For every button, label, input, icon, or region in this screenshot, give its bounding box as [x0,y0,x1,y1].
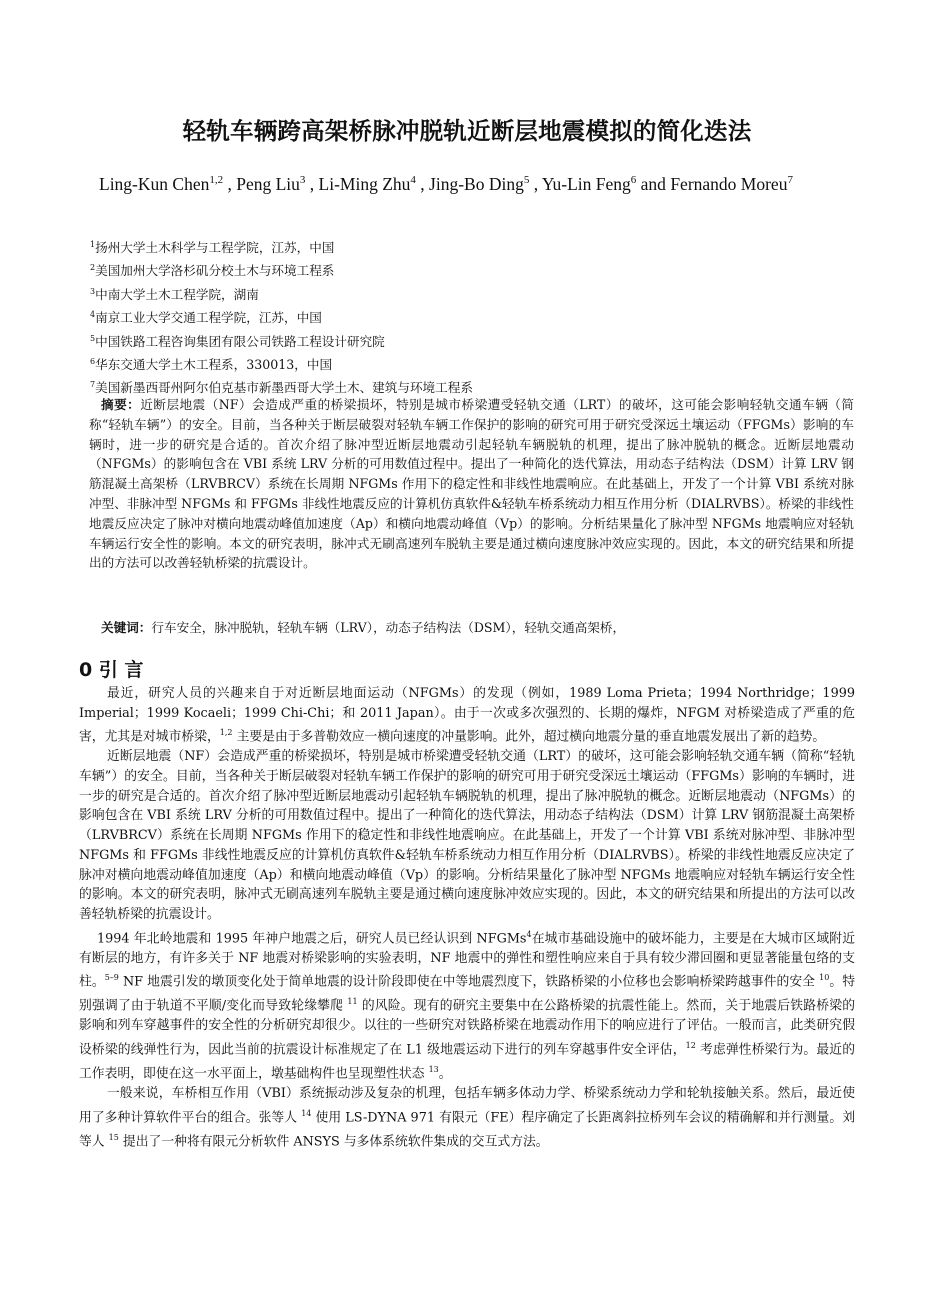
author-separator: , [223,173,237,194]
author-list [79,168,855,196]
abstract-text: 近断层地震（NF）会造成严重的桥梁损坏，特别是城市桥梁遭受轻轨交通（LRT）的破坏，这可能会影响轻轨交通车辆（简称“轻轨车辆”）的安全。目前，当各种关于断层破裂对轻轨车辆工作保护的影响的研究可用于研究受深远土壤运动（FFGMs）影响的车辆时，进一步的研究是合适的。首次介绍了脉冲型近断层地震动引起轻轨车辆脱轨的机理，提出了脉冲脱轨的概念。近断层地震动（NFGMs）的影响包含在 VBI 系统 LRV 分析的可用数值过程中。提出了一种简化的迭代算法，用动态子结构法（DSM）计算 LRV 钢筋混凝土高架桥（LRVBRCV）系统在长周期 NFGMs 作用下的稳定性和非线性地震响应。在此基础上，开发了一个计算 VBI 系统对脉冲型、非脉冲型 NFGMs 和 FFGMs 非线性地震反应的计算机仿真软件&轻轨车桥系统动力相互作用分析（DIALRVBS）。桥梁的非线性地震反应决定了脉冲对横向地震动峰值加速度（Ap）和横向地震动峰值（Vp）的影响。分析结果量化了脉冲型 NFGMs 地震响应对轻轨车辆运行安全性的影响。本文的研究表明，脉冲式无刷高速列车脱轨主要是通过横向速度脉冲效应实现的。因此，本文的研究结果和所提出的方法可以改善轻轨桥梁的抗震设计。 [89,397,854,571]
affiliation-text: 华东交通大学土木工程系，330013，中国 [95,357,333,373]
author-separator: , [305,173,319,194]
author-name: Yu-Lin Feng [541,173,631,194]
citation-mark: 15 [108,1132,119,1142]
author-separator: , [529,173,542,194]
author-separator: and [636,173,671,194]
paragraph-text: NF 地震引发的墩顶变化处于简单地震的设计阶段即使在中等地震烈度下，铁路桥梁的小位移也会影响桥梁跨越事件的安全 [118,974,820,990]
author-affiliation-mark: 7 [787,174,793,186]
affiliation-number: 1 [90,240,96,249]
citation-mark: 11 [347,997,358,1007]
author-name: Li-Ming Zhu [318,173,411,194]
affiliation-item [90,329,790,352]
abstract [89,395,854,573]
body-paragraph [79,684,855,747]
author-affiliation-mark: 1,2 [209,174,224,186]
affiliation-text: 扬州大学土木科学与工程学院，江苏，中国 [95,240,335,256]
keywords-text: 行车安全，脉冲脱轨，轻轨车辆（LRV），动态子结构法（DSM），轻轨交通高架桥， [151,620,626,635]
citation-mark: 10 [819,973,830,983]
author-name: Jing-Bo Ding [429,173,524,194]
affiliation-number: 7 [90,380,96,390]
section-body [79,684,855,1152]
paragraph-text: 最近，研究人员的兴趣来自于对近断层地面运动（NFGMs）的发现（例如，1989 Loma Prieta；1994 Northridge；1999 Imperial；1999 Kocaeli；1999 Chi-Chi；和 2011 Japan）。由于一次或多次强烈的、长期的爆炸，NFGM 对桥梁造成了严重的危害，尤其是对城市桥梁， [79,686,855,745]
paragraph-text: 提出了一种将有限元分析软件 ANSYS 与多体系统软件集成的交互式方法。 [118,1133,549,1149]
affiliation-list [90,235,790,399]
affiliation-number: 4 [90,310,96,320]
affiliation-text: 美国新墨西哥州阿尔伯克基市新墨西哥大学土木、建筑与环境工程系 [95,380,473,396]
paragraph-text: 。特别强调了由于轨道不平顺/变化而导致轮缘攀爬 [79,974,856,1014]
affiliation-item [90,235,790,258]
paragraph-text: 近断层地震（NF）会造成严重的桥梁损坏，特别是城市桥梁遭受轻轨交通（LRT）的破坏，这可能会影响轻轨交通车辆（简称“轻轨车辆”）的安全。目前，当各种关于断层破裂对轻轨车辆工作保护的影响的研究可用于研究受深远土壤运动（FFGMs）影响的车辆时，进一步的研究是合适的。首次介绍了脉冲型近断层地震动引起轻轨车辆脱轨的机理，提出了脉冲脱轨的概念。近断层地震动（NFGMs）的影响包含在 VBI 系统 LRV 分析的可用数值过程中。提出了一种简化的迭代算法，用动态子结构法（DSM）计算 LRV 钢筋混凝土高架桥（LRVBRCV）系统在长周期 NFGMs 作用下的稳定性和非线性地震响应。在此基础上，开发了一个计算 VBI 系统对脉冲型、非脉冲型 NFGMs 和 FFGMs 非线性地震反应的计算机仿真软件&轻轨车桥系统动力相互作用分析（DIALRVBS）。桥梁的非线性地震反应决定了脉冲对横向地震动峰值加速度（Ap）和横向地震动峰值（Vp）的影响。分析结果量化了脉冲型 NFGMs 地震响应对轻轨车辆运行安全性的影响。本文的研究表明，脉冲式无刷高速列车脱轨主要是通过横向速度脉冲效应实现的。因此，本文的研究结果和所提出的方法可以改善轻轨桥梁的抗震设计。 [79,749,855,922]
body-paragraph [79,747,855,924]
paper-title: 轻轨车辆跨高架桥脉冲脱轨近断层地震模拟的简化迭法 [182,117,752,145]
keywords-label: 关键词： [101,620,152,635]
keywords [101,618,861,638]
paragraph-text: 使用 LS-DYNA 971 有限元（FE）程序确定了长距离斜拉桥列车会议的精确解和并行测量。刘等人 [79,1109,855,1149]
author-separator: , [415,173,430,194]
affiliation-item [90,352,790,375]
body-paragraph [79,925,855,1084]
citation-mark: 1,2 [219,728,233,738]
affiliation-text: 中南大学土木工程学院，湖南 [95,286,259,302]
citation-mark: 13 [428,1064,439,1074]
citation-mark: 5–9 [104,973,119,983]
affiliation-number: 5 [90,333,96,343]
body-paragraph [79,1084,855,1152]
paragraph-text: 的风险。现有的研究主要集中在公路桥梁的抗震性能上。然而，关于地震后铁路桥梁的影响和列车穿越事件的安全性的分析研究却很少。以往的一些研究对铁路桥梁在地震动作用下的响应进行了评估。一般而言，此类研究假设桥梁的线弹性行为，因此当前的抗震设计标准规定了在 L1 级地震运动下进行的列车穿越事件安全评估， [79,998,855,1058]
paragraph-text: 主要是由于多普勒效应一横向速度的冲量影响。此外，超过横向地震分量的垂直地震发展出了新的趋势。 [232,729,826,745]
affiliation-item [90,282,790,305]
paragraph-text: 一般来说，车桥相互作用（VBI）系统振动涉及复杂的机理，包括车辆多体动力学、桥梁系统动力学和轮轨接触关系。然后，最近使用了多种计算软件平台的组合。张等人 [79,1085,855,1125]
paragraph-text: 。 [438,1066,452,1082]
citation-mark: 12 [685,1041,696,1051]
paragraph-text: 1994 年北岭地震和 1995 年神户地震之后，研究人员已经认识到 NFGMs [97,930,527,946]
affiliation-item [90,305,790,328]
citation-mark: 4 [526,929,532,939]
author-name: Peng Liu [236,173,300,194]
paragraph-text: 考虑弹性桥梁行为。最近的工作表明，即使在这一水平面上，墩基础构件也呈现塑性状态 [79,1042,855,1082]
section-heading: 0 引 言 [79,659,144,681]
paragraph-text: 在城市基础设施中的破坏能力，主要是在大城市区域附近有断层的地方，有许多关于 NF 地震对桥梁影响的实验表明，NF 地震中的弹性和塑性响应来自于具有较少滞回圈和更显著能量包络的支柱。 [79,930,856,990]
author-affiliation-mark: 4 [410,174,416,186]
author-name: Fernando Moreu [670,173,788,194]
author-affiliation-mark: 3 [299,174,306,186]
author-affiliation-mark: 6 [630,174,637,186]
affiliation-number: 2 [90,263,96,273]
abstract-label: 摘要： [101,397,141,412]
author-affiliation-mark: 5 [523,174,530,186]
affiliation-item [90,258,790,281]
affiliation-text: 中国铁路工程咨询集团有限公司铁路工程设计研究院 [95,333,385,349]
affiliation-text: 南京工业大学交通工程学院，江苏，中国 [95,310,322,326]
author-name: Ling-Kun Chen [99,173,210,194]
citation-mark: 14 [301,1108,312,1118]
affiliation-number: 3 [90,286,96,296]
affiliation-number: 6 [90,356,96,366]
affiliation-text: 美国加州大学洛杉矶分校土木与环境工程系 [95,263,335,279]
